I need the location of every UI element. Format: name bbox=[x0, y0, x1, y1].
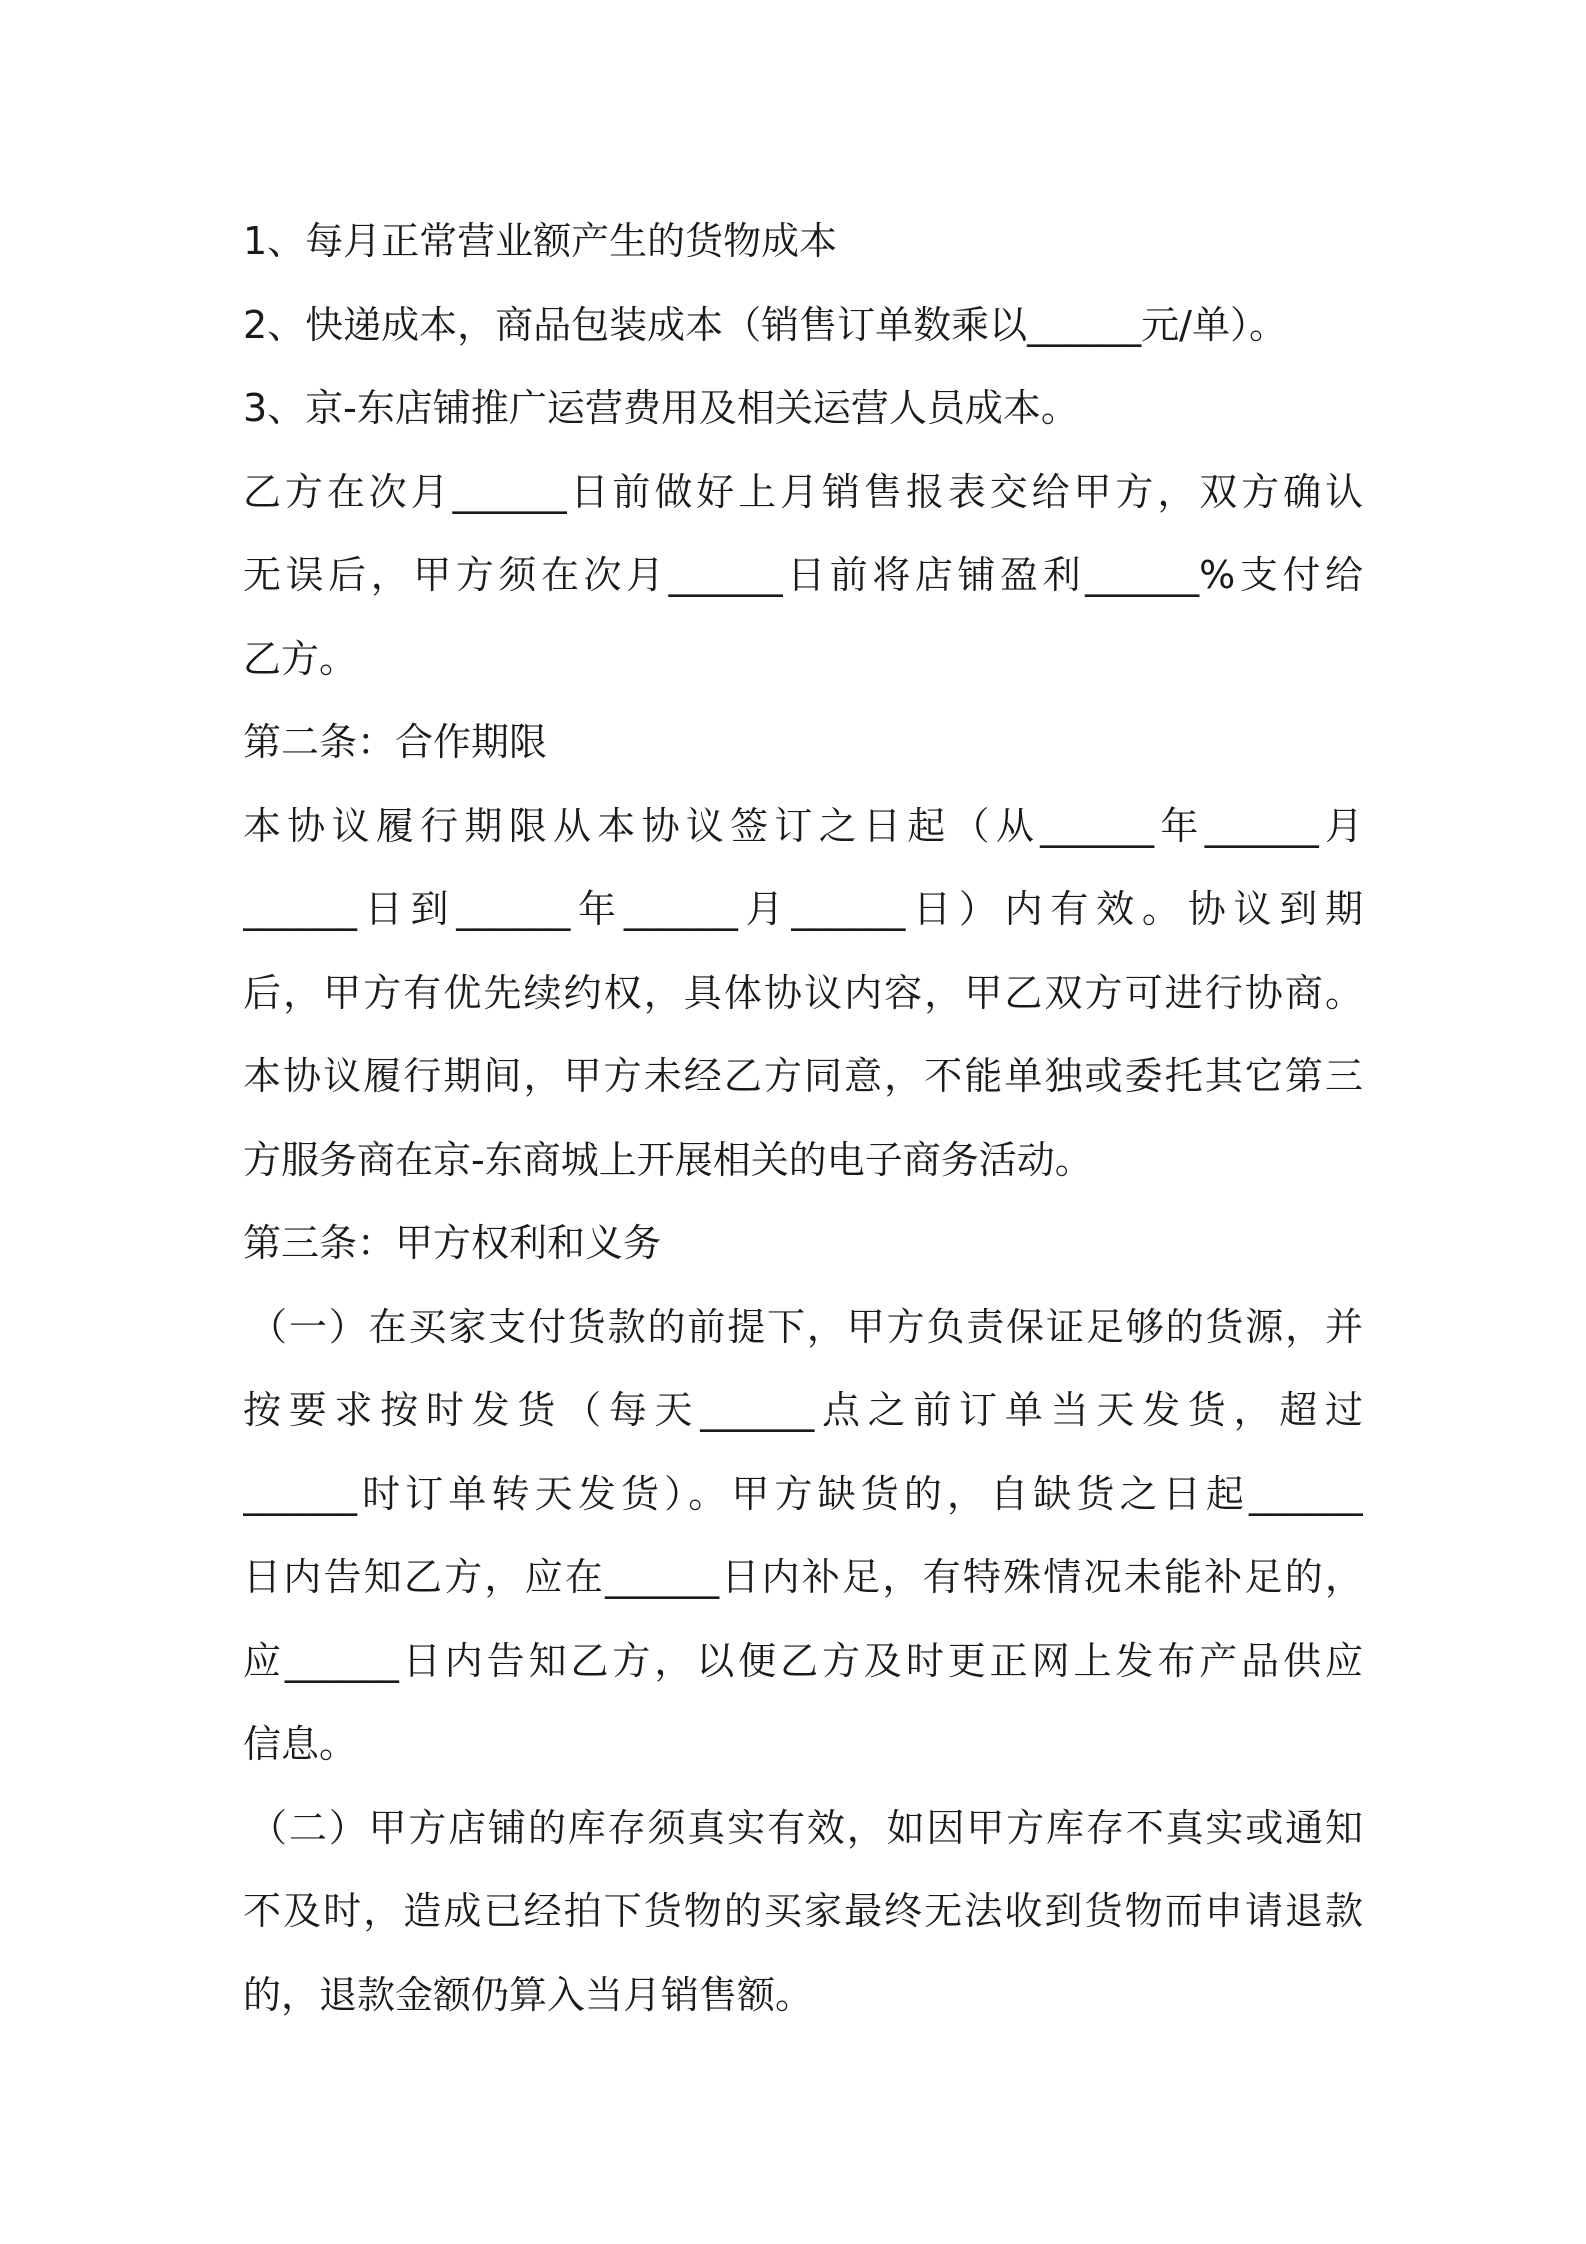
text-line: 后，甲方有优先续约权，具体协议内容，甲乙双方可进行协商。 bbox=[243, 970, 1363, 1015]
text-line: 方服务商在京-东商城上开展相关的电子商务活动。 bbox=[243, 1137, 1093, 1182]
text-line: 不及时，造成已经拍下货物的买家最终无法收到货物而申请退款 bbox=[243, 1889, 1363, 1933]
text-line: 乙方在次月______日前做好上月销售报表交给甲方，双方确认 bbox=[243, 469, 1363, 514]
text-line: 按要求按时发货（每天______点之前订单当天发货，超过 bbox=[243, 1388, 1363, 1432]
text-line: 本协议履行期限从本协议签订之日起（从______年______月 bbox=[243, 803, 1363, 848]
text-line: （一）在买家支付货款的前提下，甲方负责保证足够的货源，并 bbox=[249, 1304, 1363, 1349]
section-heading: 第三条：甲方权利和义务 bbox=[243, 1221, 662, 1265]
text-line: 3、京-东店铺推广运营费用及相关运营人员成本。 bbox=[243, 386, 1079, 430]
text-line: 应______日内告知乙方，以便乙方及时更正网上发布产品供应 bbox=[243, 1638, 1363, 1683]
document-body bbox=[243, 200, 1363, 2037]
text-line: 无误后，甲方须在次月______日前将店铺盈利______%支付给 bbox=[243, 553, 1363, 597]
text-line: ______日到______年______月______日）内有效。协议到期 bbox=[243, 887, 1363, 931]
section-heading: 第二条：合作期限 bbox=[243, 720, 548, 764]
text-line: 日内告知乙方，应在______日内补足，有特殊情况未能补足的， bbox=[243, 1555, 1363, 1599]
text-line: ______时订单转天发货）。甲方缺货的，自缺货之日起______ bbox=[243, 1471, 1363, 1516]
text-line: 的，退款金额仍算入当月销售额。 bbox=[243, 1972, 814, 2017]
text-line: 2、快递成本，商品包装成本（销售订单数乘以______元/单）。 bbox=[243, 302, 1287, 347]
text-line: 乙方。 bbox=[243, 636, 358, 681]
text-line: （二）甲方店铺的库存须真实有效，如因甲方库存不真实或通知 bbox=[249, 1805, 1363, 1850]
text-line: 1、每月正常营业额产生的货物成本 bbox=[243, 219, 838, 263]
text-line: 本协议履行期间，甲方未经乙方同意，不能单独或委托其它第三 bbox=[243, 1054, 1363, 1098]
text-line: 信息。 bbox=[243, 1722, 358, 1766]
